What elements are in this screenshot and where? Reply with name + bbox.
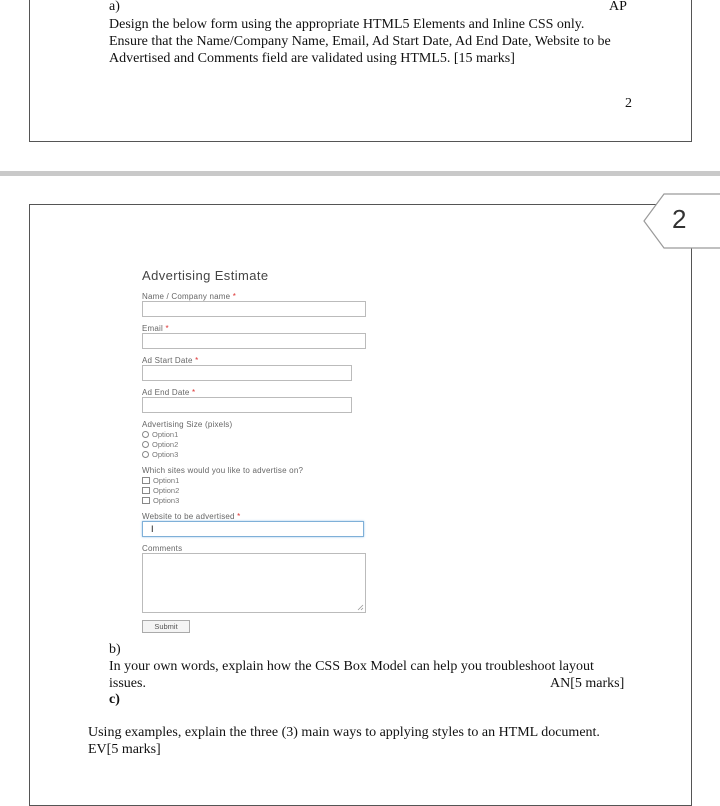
sites-label: Which sites would you like to advertise on? xyxy=(142,466,304,475)
question-b-marks: AN[5 marks] xyxy=(550,676,625,691)
email-label: Email * xyxy=(142,324,169,333)
radio-icon[interactable] xyxy=(142,441,149,448)
website-input[interactable]: I xyxy=(142,521,364,537)
form-title: Advertising Estimate xyxy=(142,268,269,283)
start-date-label: Ad Start Date * xyxy=(142,356,199,365)
bottom-page-frame xyxy=(29,204,692,806)
website-label: Website to be advertised * xyxy=(142,512,241,521)
question-a-label: a) xyxy=(109,0,120,14)
question-a-tag: AP xyxy=(609,0,627,14)
question-c-label: c) xyxy=(109,692,120,707)
resize-handle-icon[interactable] xyxy=(357,604,364,611)
size-option[interactable]: Option1 xyxy=(142,429,178,439)
site-options xyxy=(142,475,179,505)
end-date-label: Ad End Date * xyxy=(142,388,196,397)
site-option[interactable]: Option3 xyxy=(142,495,179,505)
page-badge-number: 2 xyxy=(672,204,687,234)
page-separator xyxy=(0,171,720,176)
checkbox-icon[interactable] xyxy=(142,477,150,484)
submit-button[interactable]: Submit xyxy=(142,620,190,633)
size-option[interactable]: Option3 xyxy=(142,449,178,459)
email-input[interactable] xyxy=(142,333,366,349)
site-option[interactable]: Option1 xyxy=(142,475,179,485)
question-c-line-1: Using examples, explain the three (3) main ways to applying styles to an HTML document. xyxy=(88,725,600,740)
checkbox-icon[interactable] xyxy=(142,497,150,504)
name-label: Name / Company name * xyxy=(142,292,237,301)
question-a-line-3: Advertised and Comments field are validated using HTML5. [15 marks] xyxy=(109,51,515,66)
size-option[interactable]: Option2 xyxy=(142,439,178,449)
question-a-line-1: Design the below form using the appropriate HTML5 Elements and Inline CSS only. xyxy=(109,17,585,32)
end-date-input[interactable] xyxy=(142,397,352,413)
page-badge xyxy=(642,193,720,249)
page-number: 2 xyxy=(625,96,632,111)
name-input[interactable] xyxy=(142,301,366,317)
size-options xyxy=(142,429,178,459)
comments-label: Comments xyxy=(142,544,183,553)
question-c-line-2: EV[5 marks] xyxy=(88,742,161,757)
checkbox-icon[interactable] xyxy=(142,487,150,494)
site-option[interactable]: Option2 xyxy=(142,485,179,495)
radio-icon[interactable] xyxy=(142,431,149,438)
comments-textarea[interactable] xyxy=(142,553,366,613)
question-b-label: b) xyxy=(109,642,121,657)
question-a-line-2: Ensure that the Name/Company Name, Email, Ad Start Date, Ad End Date, Website to be xyxy=(109,34,611,49)
start-date-input[interactable] xyxy=(142,365,352,381)
size-label: Advertising Size (pixels) xyxy=(142,420,233,429)
question-b-line-2: issues. xyxy=(109,676,146,691)
question-b-line-1: In your own words, explain how the CSS Box Model can help you troubleshoot layout xyxy=(109,659,594,674)
radio-icon[interactable] xyxy=(142,451,149,458)
